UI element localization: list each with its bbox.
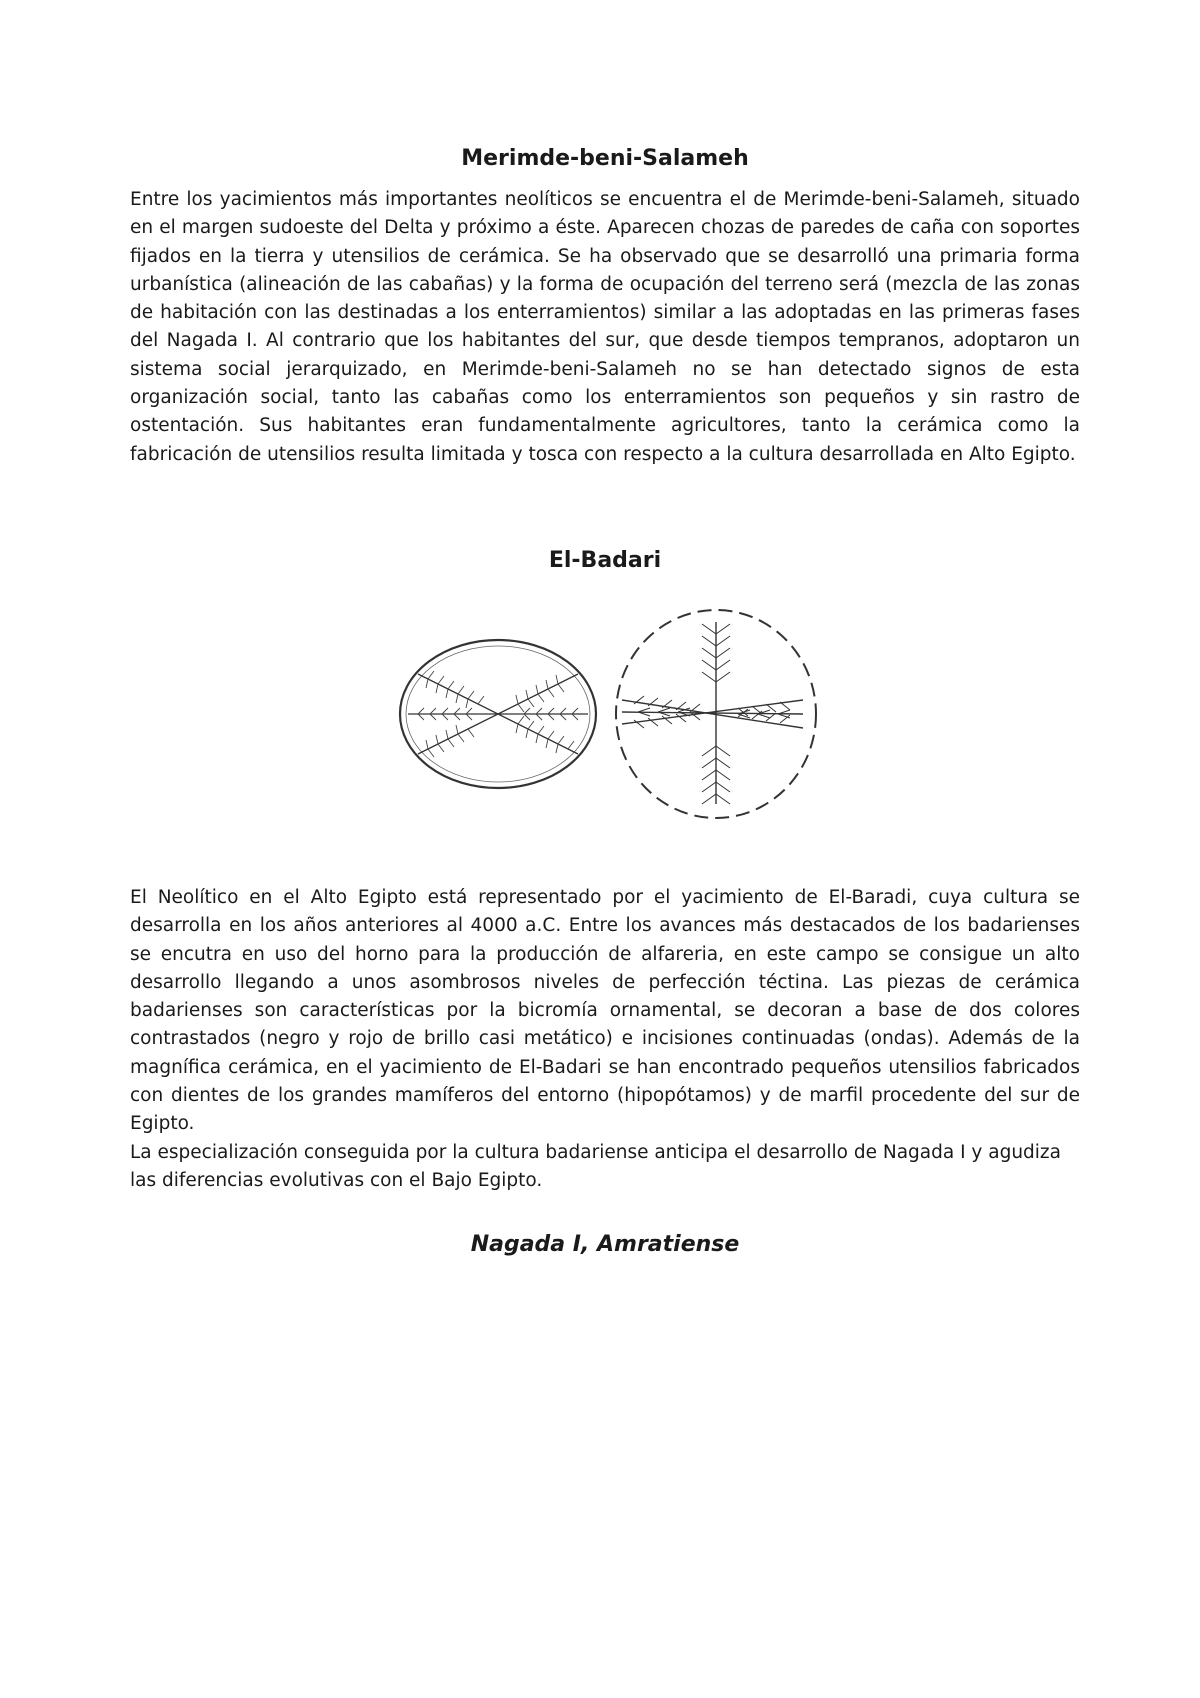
heading-el-badari: El-Badari xyxy=(548,548,662,573)
incised-round-bowl-drawing-icon xyxy=(616,610,816,818)
bowls-figure xyxy=(398,604,818,824)
incised-oval-bowl-drawing-icon xyxy=(400,640,596,788)
heading-merimde: Merimde-beni-Salameh xyxy=(461,146,749,171)
heading-nagada: Nagada I, Amratiense xyxy=(470,1232,740,1257)
paragraph-el-badari-2: La especialización conseguida por la cultura badariense anticipa el desarrollo de Nagada I y agudiza las diferencias evolutivas con el Bajo Egipto. xyxy=(130,1142,1061,1192)
paragraph-merimde: Entre los yacimientos más importantes neolíticos se encuentra el de Merimde-beni-Salameh, situado en el margen sudoeste del Delta y próximo a éste. Aparecen chozas de paredes de caña con soportes fijados en la tierra y utensilios de cerámica. Se ha observado que se desarrolló una primaria forma urbanística (alineación de las cabañas) y la forma de ocupación del terreno será (mezcla de las zonas de habitación con las destinadas a los enterramientos) similar a las adoptadas en las primeras fases del Nagada I. Al contrario que los habitantes del sur, que desde tiempos tempranos, adoptaron un sistema social jerarquizado, en Merimde-beni-Salameh no se han detectado signos de esta organización social, tanto las cabañas como los enterramientos son pequeños y sin rastro de ostentación. Sus habitantes eran fundamentalmente agricultores, tanto la cerámica como la fabricación de utensilios resulta limitada y tosca con respecto a la cultura desarrollada en Alto Egipto. xyxy=(130,189,1080,465)
paragraph-el-badari: El Neolítico en el Alto Egipto está representado por el yacimiento de El-Baradi, cuya cultura se desarrolla en los años anteriores al 4000 a.C. Entre los avances más destacados de los badarienses se encutra en uso del horno para la producción de alfareria, en este campo se consigue un alto desarrollo llegando a unos asombrosos niveles de perfección téctina. Las piezas de cerámica badarienses son características por la bicromía ornamental, se decoran a base de dos colores contrastados (negro y rojo de brillo casi metático) e incisiones continuadas (ondas). Además de la magnífica cerámica, en el yacimiento de El-Badari se han encontrado pequeños utensilios fabricados con dientes de los grandes mamíferos del entorno (hipopótamos) y de marfil procedente del sur de Egipto. xyxy=(130,887,1080,1135)
document-page xyxy=(130,0,1080,1698)
